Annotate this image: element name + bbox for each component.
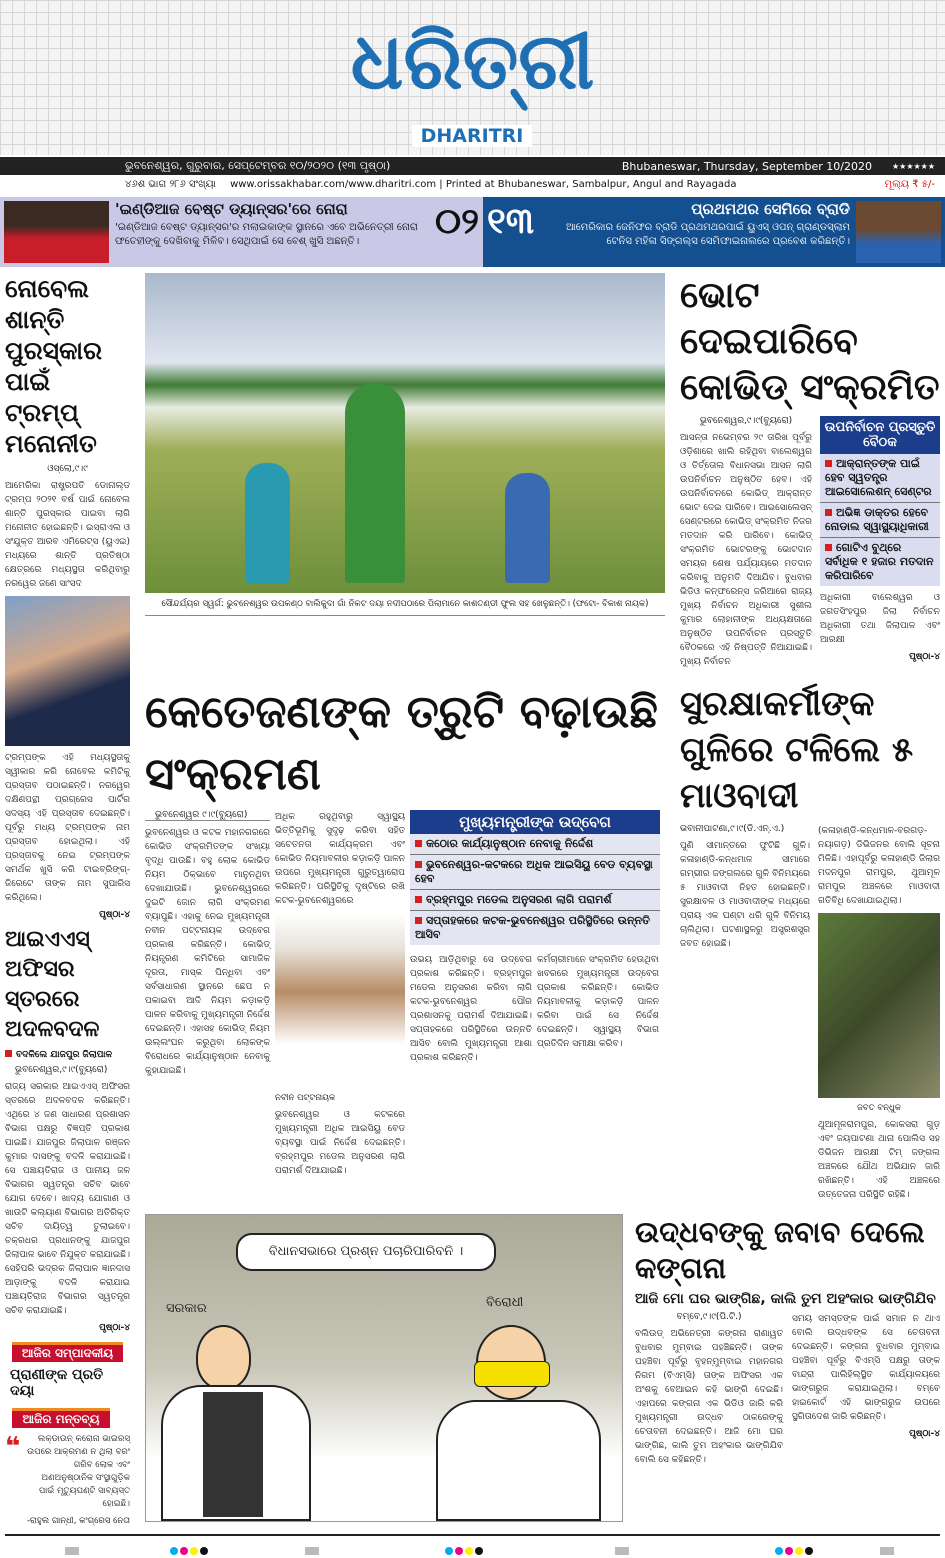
color-mark — [775, 1547, 783, 1555]
vote-box-item — [820, 454, 940, 503]
vote-article — [680, 273, 940, 669]
middle-row — [145, 681, 940, 1202]
dharitri-logo-english: DHARITRI — [412, 125, 532, 147]
cm-concern-box — [410, 810, 660, 945]
nobel-body: ଆମେରିକା ରାଷ୍ଟ୍ରପତି ଡୋନାଲ୍ଡ ଟ୍ରମ୍ପ ୨୦୨୧ ବର୍ଷ ପାଇଁ ନୋବେଲ ଶାନ୍ତି ପୁରସ୍କାର ପାଇବା ଲାଗି ମନୋନୀତ ହୋଇଛନ୍ତି। ଇସ୍ରାଏଲ ଓ ସଂଯୁକ୍ତ ଆରବ ଏମିରେଟ୍ସ (ୟୁଏଇ) ମଧ୍ୟରେ ଶାନ୍ତି ପ୍ରତିଷ୍ଠା କ୍ଷେତ୍ରରେ ମଧ୍ୟସ୍ଥତା କରିଥିବାରୁ ନରୱେର ଜଣେ ସାଂସଦ — [5, 481, 130, 589]
bullet-icon — [415, 917, 422, 924]
registration-mark — [65, 1547, 79, 1555]
cm-box-item-text: ଭୁବନେଶ୍ୱର-କଟକରେ ଅଧିକ ଆଇସିୟୁ ବେଡ ବ୍ୟବସ୍ଥା ହେବ — [415, 858, 653, 885]
maoist-dateline: ଭବାନୀପାଟଣା,୯।୯(ଡି.ଏନ୍.ଏ.) — [680, 824, 785, 834]
cm-box-item — [410, 911, 660, 945]
photo-block — [145, 273, 665, 669]
cm-box-item — [410, 834, 660, 855]
ias-subhead — [5, 1050, 130, 1060]
issue-number: ୪୬ଶ ଭାଗ ୨୮୬ ସଂଖ୍ୟା — [125, 178, 217, 190]
color-mark — [180, 1547, 188, 1555]
teaser-strip — [0, 197, 945, 267]
color-mark — [475, 1547, 483, 1555]
ias-continued[interactable]: ପୃଷ୍ଠା-୪ — [99, 1323, 130, 1333]
registration-mark — [615, 1547, 629, 1555]
lead-body-col1: ଭୁବନେଶ୍ୱର ଓ କଟକ ମହାନଗରରେ କୋଭିଡ ସଂକ୍ରମିତଙ୍କ ସଂଖ୍ୟା ବୃଦ୍ଧି ପାଉଛି। ବହୁ ଲୋକ କୋଭିଡ ନିୟମ ଠିକ୍‌ଭାବେ ମାନୁନଥିବା ଦେଖାଯାଉଛି। ଭୁବନେଶ୍ୱରରେ ଦୁଇଟି ଜୋନ ଲାଗି ସଂକ୍ରମଣ ବ୍ୟାପୁଛି। ଏହାକୁ ନେଇ ମୁଖ୍ୟମନ୍ତ୍ରୀ ନବୀନ ପଟ୍ଟନାୟକ ଉଦ୍‌ବେଗ ପ୍ରକାଶ କରିଛନ୍ତି। କୋଭିଡ୍ ନିୟନ୍ତ୍ରଣ କମିଟିରେ ସାମାଜିକ ଦୂରତା, ମାସ୍କ ପିନ୍ଧିବା ଏବଂ ସର୍ବସାଧାରଣ ସ୍ଥାନରେ ଛେପ ନ ପକାଇବା ଆଦି ନିୟମ କଡ଼ାକଡ଼ି ପାଳନ କରିବାକୁ ମୁଖ୍ୟମନ୍ତ୍ରୀ ନିର୍ଦ୍ଦେଶ ଦେଇଛନ୍ତି। ଏହାସହ କୋଭିଡ୍ ନିୟମ ଉଲ୍ଲଂଘନ କରୁଥିବା ଲୋକଙ୍କ ବିରୋଧରେ କାର୍ଯ୍ୟାନୁଷ୍ଠାନ ନେବାକୁ କୁହାଯାଇଛି। — [145, 828, 270, 1076]
ias-dateline: ଭୁବନେଶ୍ୱର,୯।୯(ବ୍ୟୁରୋ) — [15, 1065, 108, 1075]
kangana-continued[interactable]: ପୃଷ୍ଠା-୪ — [909, 1429, 940, 1440]
masthead — [0, 0, 945, 155]
edition-stars: ★★★★★★ — [891, 161, 935, 171]
maoist-body-col2: (କଳାହାଣ୍ଡି-କନ୍ଧମାଳ-ବରଗଡ଼-ନୟାଗଡ଼) ଡିଭିଜନର ବୋଲି ସୂଚନା ମିଳିଛି। ଏହାପୂର୍ବରୁ କଳାହାଣ୍ଡି ଜିଲାର ମଦନପୁର ରାମପୁର, ଥୁଆମୂଳ ରାମପୁର ଅଞ୍ଚଳରେ ମାଓବାଦୀ ଗତିବିଧି ଦେଖାଯାଇଥିଲା। — [818, 826, 940, 906]
color-mark — [785, 1547, 793, 1555]
vote-box-item — [820, 538, 940, 586]
guns-photo-caption: ଜବତ ବନ୍ଧୁକ — [856, 1103, 902, 1113]
child-figure — [505, 473, 550, 583]
trump-photo — [5, 596, 130, 746]
vote-body: ଆସନ୍ତା ନଭେମ୍ବର ୨୯ ତାରିଖ ପୂର୍ବରୁ ଓଡ଼ିଶାରେ ଖାଲି ରହିଥିବା ବାଲେଶ୍ୱର ଓ ତିର୍ତ୍ତୋଲ ବିଧାନସଭା ଆସନ ଲାଗି ଉପନିର୍ବାଚନ ଅନୁଷ୍ଠିତ ହେବ। ଏହି ଉପନିର୍ବାଚନରେ କୋଭିଡ୍ ଆକ୍ରାନ୍ତ ଭୋଟ ଦେଇ ପାରିବେ। ଆଇସୋଲେସନ୍ ସେଣ୍ଟରରେ କୋଭିଡ୍ ସଂକ୍ରମିତ ନିଜର ମତଦାନ କରି ପାରିବେ। କୋଭିଡ୍ ସଂକ୍ରମିତ ଭୋଟରଙ୍କୁ ଭୋଟଦାନ ସମୟର ଶେଷ ପର୍ଯ୍ୟାୟରେ ମତଦାନ କରିବାକୁ ଅନୁମତି ଦିଆଯିବ। ବୁଧବାର ଭିଡିଓ କନ୍ଫରେନ୍ସ ଜରିଆରେ ରାଜ୍ୟ ମୁଖ୍ୟ ନିର୍ବାଚନ ଅଧିକାରୀ ସୁଶୀଲ କୁମାର ଲୋହାନୀଙ୍କ ଅଧ୍ୟକ୍ଷତାରେ ଅନୁଷ୍ଠିତ ଉପନିର୍ବାଚନ ପ୍ରସ୍ତୁତି ବୈଠକରେ ଏହି ନିଷ୍ପତ୍ତି ନିଆଯାଇଛି। ମୁଖ୍ୟ ନିର୍ବାଚନ — [680, 433, 812, 667]
lead-columns — [145, 810, 665, 1178]
top-row — [145, 273, 940, 669]
color-mark — [455, 1547, 463, 1555]
registration-mark — [305, 1547, 319, 1555]
bullet-icon — [5, 1050, 12, 1057]
maoist-body-col1: ପୁଣି ସୀମାନ୍ତରେ ଫୁଟିଛି ଗୁଳି। କଳାହାଣ୍ଡି-କନ୍ଧମାଳ ସୀମାରେ ଗମ୍ଭୀର ଜଙ୍ଗଲରେ ଗୁଳି ବିନିମୟରେ ୫ ମାଓବାଦୀ ନିହତ ହୋଇଛନ୍ତି। ସୁରକ୍ଷାବଳ ଓ ମାଓବାଦୀଙ୍କ ମଧ୍ୟରେ ପ୍ରାୟ ଏକ ଘଣ୍ଟା ଧରି ଗୁଳି ବିନିମୟ ଚାଲିଥିଲା। ଘଟଣାସ୍ଥଳରୁ ଅସ୍ତ୍ରଶସ୍ତ୍ର ଜବତ ହୋଇଛି। — [680, 841, 810, 949]
color-mark — [795, 1547, 803, 1555]
child-figure — [245, 463, 290, 583]
brady-photo — [856, 201, 941, 263]
editorial-cartoon — [145, 1214, 623, 1522]
lead-body-col3: ଉଭୟ ଆଡ଼ିଥିବାରୁ ସେ ଉଦ୍‌ବେଗ ପ୍ରକାଶ କରିଛନ୍ତି। ବ୍ରହ୍ମପୁର ମଡେଲ ଅନୁସରଣ କରିବା ଲାଗି କଟକ-ଭୁବନେଶ୍ୱର ପୌର ପ୍ରଶାସନକୁ ପରାମର୍ଶ ଦିଆଯାଇଛି। ସପ୍ତାହକରେ ପରିସ୍ଥିତିରେ ଉନ୍ନତି ଆସିବ ବୋଲି ମୁଖ୍ୟମନ୍ତ୍ରୀ ଆଶା ପ୍ରକାଶ କରିଛନ୍ତି। — [410, 955, 532, 1063]
kangana-body-col2: ସମୟ ସମସ୍ତଙ୍କ ପାଇଁ ସମାନ ନ ଥାଏ ବୋଲି ଉଦ୍ଧବଙ୍କ ସେ ଚେତାବନୀ ଦେଇଛନ୍ତି। କଙ୍ଗନା ବୁଧବାର ମୁମ୍ବାଇ ପହଞ୍ଚିବା ପୂର୍ବରୁ ବିଏମ୍‌ସି ପକ୍ଷରୁ ତାଙ୍କ ବାନ୍ଦ୍ରା ପାଲିହିଲ୍‌ସ୍ଥିତ କାର୍ଯ୍ୟାଳୟରେ ଭାଙ୍ଗରୁଜ କରାଯାଇଥିଲା। ବମ୍ବେ ହାଇକୋର୍ଟ ଏହି ଭାଙ୍ଗରୁଜ ଉପରେ ସ୍ଥଗିତାଦେଶ ଜାରି କରିଛନ୍ତି। — [792, 1314, 940, 1423]
bullet-icon — [825, 509, 832, 516]
website-line: www.orissakhabar.com/www.dharitri.com | Printed at Bhubaneswar, Sambalpur, Angul and Rayagada — [230, 178, 737, 190]
cm-box-title: ମୁଖ୍ୟମନ୍ତ୍ରୀଙ୍କ ଉଦ୍‌ବେଗ — [410, 810, 660, 834]
quote-block — [5, 1433, 130, 1511]
opposition-figure-head — [476, 1325, 546, 1400]
maoist-headline[interactable]: ସୁରକ୍ଷାକର୍ମୀଙ୍କ ଗୁଳିରେ ଟଳିଲେ ୫ ମାଓବାଦୀ — [680, 684, 914, 816]
lead-dateline: ଭୁବନେଶ୍ୱର ୯।୯(ବ୍ୟୁରୋ) — [145, 810, 270, 821]
cm-box-item-text: କଠୋର କାର୍ଯ୍ୟାନୁଷ୍ଠାନ ନେବାକୁ ନିର୍ଦ୍ଦେଶ — [426, 837, 594, 850]
nobel-dateline: ଓସ୍ଲୋ,୯।୯ — [47, 464, 88, 474]
teaser-text: ଆମେରିକାର ଜେନିଫର ବ୍ରାଡି ପ୍ରଥମଥରପାଇଁ ୟୁଏସ୍ ଓପନ୍ ଗ୍ରାଣ୍ଡସ୍ଲାମ ଟେନିସ ମହିଳା ସିଙ୍ଗଲ୍ସ ସେମିଫାଇନାଲରେ ପ୍ରବେଶ କରିଛନ୍ତି। — [566, 222, 850, 248]
teaser-brady[interactable] — [483, 197, 945, 267]
price: ମୂଲ୍ୟ ₹ ୫/- — [884, 178, 935, 190]
ias-subhead-text: ବଦଳିଲେ ଯାଜପୁର ଜିଲାପାଳ — [16, 1050, 113, 1060]
teaser-nora[interactable] — [0, 197, 483, 267]
yellow-gag — [474, 1361, 550, 1387]
teaser-title: ପ୍ରଥମଥର ସେମିରେ ବ୍ରାଡି — [691, 200, 850, 218]
bullet-icon — [825, 460, 832, 467]
kash-flower-photo — [145, 273, 665, 593]
vote-box-title: ଉପନିର୍ବାଚନ ପ୍ରସ୍ତୁତି ବୈଠକ — [820, 416, 940, 454]
color-mark — [200, 1547, 208, 1555]
ias-headline[interactable]: ଆଇଏଏସ୍ ଅଫିସର ସ୍ତରରେ ଅଦଳବଦଳ — [5, 927, 100, 1042]
teaser-page: ୧୩ — [487, 201, 535, 242]
teaser-page: ୦୨ — [435, 201, 479, 242]
nobel-headline[interactable]: ନୋବେଲ ଶାନ୍ତି ପୁରସ୍କାର ପାଇଁ ଟ୍ରମ୍ପ୍ ମନୋନୀତ — [5, 274, 103, 458]
quote-author: -ରାହୁଲ ଗାନ୍ଧୀ, କଂଗ୍ରେସ ନେତା — [26, 1516, 130, 1527]
dharitri-logo: ଧରିତ୍ରୀ — [350, 17, 595, 107]
government-figure-head — [196, 1325, 251, 1390]
left-column — [5, 273, 130, 1526]
kangana-subheadline: ଆଜି ମୋ ଘର ଭାଙ୍ଗିଛ, କାଲି ତୁମ ଅହଂକାର ଭାଙ୍ଗିଯିବ — [635, 1291, 936, 1307]
quote-label: ଆଜିର ମନ୍ତବ୍ୟ — [12, 1408, 110, 1428]
cartoon-label-opposition: ବିରୋଧୀ — [486, 1295, 524, 1310]
bullet-icon — [415, 861, 422, 868]
quote-text: ଲକ୍ଡାଉନ୍ କରୋନା ଭାଇରସ୍ ଉପରେ ଆକ୍ରମଣ ନ ଥିଲା ବରଂ ଗରିବ ଲୋକ ଏବଂ ଅଣଅନୁଷ୍ଠାନିକ ସଂସ୍ଥାଗୁଡ଼ିକ ପାଇଁ ମୃତ୍ୟୁଘଣ୍ଟି ସାବ୍ୟସ୍ତ ହୋଇଛି। — [27, 1434, 130, 1510]
seized-guns-photo — [818, 913, 940, 1098]
lead-headline[interactable]: କେତେଜଣଙ୍କ ତ୍ରୁଟି ବଢ଼ାଉଛି ସଂକ୍ରମଣ — [145, 685, 658, 800]
cm-box-item — [410, 890, 660, 911]
speech-bubble: ବିଧାନସଭାରେ ପ୍ରଶ୍ନ ପଚାରିପାରିବନି । — [236, 1233, 496, 1271]
vote-continued[interactable]: ପୃଷ୍ଠା-୪ — [909, 652, 940, 662]
nobel-body-cont: ଟ୍ରମ୍ପଙ୍କ ଏହି ମଧ୍ୟସ୍ଥତାକୁ ସ୍ୱୀକାର କରି ନୋବେଲ କମିଟିକୁ ପ୍ରସ୍ତାବ ପଠାଇଛନ୍ତି। ନରୱେର ଦକ୍ଷିଣପନ୍ଥୀ ପ୍ରଗ୍ରେସ ପାର୍ଟିର ସଦସ୍ୟ ଏହି ପ୍ରସ୍ତାବ ଦେଇଛନ୍ତି। ପୂର୍ବରୁ ମଧ୍ୟ ଟ୍ରମ୍ପଙ୍କ ନାମ ପ୍ରସ୍ତାବ ହୋଇଥିଲା। ଏହି ପ୍ରସ୍ତାବକୁ ନେଇ ଟ୍ରମ୍ପଙ୍କ ସମର୍ଥକ ଖୁସି କରି ଟାଇବ୍ରିଙ୍ଗ୍-ଜିରେଟେ ତାଙ୍କ ନାମ ସୁପାରିସ କରିଥିଲେ। — [5, 753, 130, 903]
vote-box-item-text: ଅଭିଜ୍ଞ ଡାକ୍ତର ହେବେ ନୋଡାଲ ସ୍ୱାସ୍ଥ୍ୟାଧିକାରୀ — [825, 506, 929, 533]
vote-box-item-text: ଗୋଟିଏ ବୁଥ୍‌ରେ ସର୍ବାଧିକ ୧ ହଜାର ମତଦାନ କରିପାରିବେ — [825, 541, 934, 582]
kangana-dateline: ବମ୍ବେ,୯।୯(ପି.ଟି.) — [676, 1312, 742, 1323]
naveen-photo-caption: ନବୀନ ପଟ୍ଟନାୟକ — [275, 1093, 336, 1103]
registration-mark — [880, 1547, 894, 1555]
lead-body-col4: କର୍ମଚାରୀମାନେ ସଂକ୍ରମିତ ହେଉଥିବା ଖବରରେ ମୁଖ୍ୟମନ୍ତ୍ରୀ ଉଦ୍‌ବେଗ ପ୍ରକାଶ କରିଛନ୍ତି। କୋଭିଡ ନିୟମାବଳୀକୁ କଡ଼ାକଡ଼ି ପାଳନ କରିବା ପାଇଁ ସେ ନିର୍ଦ୍ଦେଶ ଦେଇଛନ୍ତି। ସ୍ୱାସ୍ଥ୍ୟ ବିଭାଗ ପ୍ରତିଦିନ ସମୀକ୍ଷା କରିବ। — [537, 955, 659, 1049]
bullet-icon — [825, 544, 832, 551]
date-bar — [0, 157, 945, 175]
vote-sidebar-box — [820, 416, 940, 586]
color-mark — [805, 1547, 813, 1555]
child-figure — [345, 383, 405, 583]
cm-box-item-text: ବ୍ରହ୍ମପୁର ମଡେଲ ଅନୁସରଣ ଲାଗି ପରାମର୍ଶ — [426, 893, 612, 906]
vest — [203, 1392, 263, 1517]
maoist-article — [680, 681, 940, 1202]
date-english: Bhubaneswar, Thursday, September 10/2020 — [621, 159, 872, 173]
editorial-label: ଆଜିର ସମ୍ପାଦକୀୟ — [12, 1342, 123, 1362]
color-mark — [465, 1547, 473, 1555]
color-mark — [170, 1547, 178, 1555]
right-area — [145, 273, 940, 1526]
ias-body: ରାଜ୍ୟ ସରକାର ଆଇଏଏସ୍ ଅଫିସର ସ୍ତରରେ ଅଦଳବଦଳ କରିଛନ୍ତି। ଏଥିରେ ୪ ଜଣ ସାଧାରଣ ପ୍ରଶାସନ ବିଭାଗ ପକ୍ଷରୁ ବିଜ୍ଞପ୍ତି ପ୍ରକାଶ ପାଇଛି। ଯାଜପୁର ଜିଲାପାଳ ରଞ୍ଜନ କୁମାର ଦାସଙ୍କୁ ବଦଳି କରାଯାଇଛି। ସେ ପଞ୍ଚାୟତିରାଜ ଓ ପାନୀୟ ଜଳ ବିଭାଗର ସ୍ୱତନ୍ତ୍ର ସଚିବ ଭାବେ ଯୋଗ ଦେବେ। ଖାଦ୍ୟ ଯୋଗାଣ ଓ ଖାଉଟି କଲ୍ୟାଣ ବିଭାଗର ଅତିରିକ୍ତ ସଚିବ ଦାୟିତ୍ୱ ତୁଲାଇବେ। ଚକ୍ରଧର ପ୍ରଧାନଙ୍କୁ ଯାଜପୁର ଜିଲାପାଳ ଭାବେ ନିଯୁକ୍ତ କରାଯାଇଛି। ସେହିପରି ଭଦ୍ରକ ଜିଲାପାଳ ଜ୍ଞାନଦାସ ଆଡ଼ାଙ୍କୁ ବଦଳି କରାଯାଇ ପଞ୍ଚାୟତିରାଜ ବିଭାଗର ସ୍ୱତନ୍ତ୍ର ସଚିବ କରାଯାଇଛି। — [5, 1082, 130, 1316]
naveen-photo — [275, 913, 405, 1088]
opposition-figure-body — [436, 1400, 601, 1521]
photo-caption: ସୌନ୍ଦର୍ଯ୍ୟର ସ୍ୱର୍ଗ: ଭୁବନେଶ୍ୱର ଉପକଣ୍ଠ ବାଲିକୁଦା ଗାଁ ନିକଟ ଦୟା ନଦୀପଠାରେ ପିଲାମାନେ କାଶତଣ୍ଡୀ ଫୁଲ ସହ ଖେଳୁଛନ୍ତି। (ଫଟୋ- ବିକାଶ ନାୟକ) — [161, 599, 649, 609]
registration-marks — [0, 1544, 945, 1558]
main-content — [0, 267, 945, 1526]
color-mark — [190, 1547, 198, 1555]
vote-box-item — [820, 503, 940, 538]
bullet-icon — [415, 896, 422, 903]
lead-article — [145, 681, 665, 1202]
maoist-body-col2b: ଥୁଆମୂଳରାମପୁର, କୋକସରା ଗୁଡ଼ ଏବଂ ଜୟପାଟଣା ଥାନା ପୋଲିସ ସହ ଡିଭିଜନ ଆରକ୍ଷୀ ଟିମ୍ ଜଙ୍ଗଲ ଅଞ୍ଚଳରେ ଯୌଥ ଅଭିଯାନ ଜାରି ରଖିଛନ୍ତି। ଏହି ଅଞ୍ଚଳରେ ଉତ୍ତେଜନା ପରିସ୍ଥିତି ରହିଛି। — [818, 1120, 940, 1200]
vote-box-item-text: ଆକ୍ରାନ୍ତଙ୍କ ପାଇଁ ହେବ ସ୍ୱତନ୍ତ୍ର ଆଇସୋଲେଶନ୍ ସେଣ୍ଟର — [825, 457, 932, 498]
vote-headline[interactable]: ଭୋଟ ଦେଇପାରିବେ କୋଭିଡ୍ ସଂକ୍ରମିତ — [680, 275, 940, 408]
government-figure-body — [161, 1385, 311, 1521]
bottom-rule — [5, 1534, 940, 1536]
divider — [145, 615, 665, 616]
kangana-body-col1: ବଲିଉଡ୍ ଅଭିନେତ୍ରୀ କଙ୍ଗନା ରାଣାୱତ ବୁଧବାର ମୁମ୍ବାଇ ପହଞ୍ଚିଛନ୍ତି। ତାଙ୍କ ପହଞ୍ଚିବା ପୂର୍ବରୁ ବୃହନ୍ମୁମ୍ବାଇ ମହାନଗର ନିଗମ (ବିଏମ୍‌ସି) ତାଙ୍କ ଅଫିସର ଏକ ଅଂଶକୁ ବେଆଇନ କହି ଭାଙ୍ଗି ଦେଇଛି। ଏହାପରେ କଙ୍ଗନା ଏକ ଭିଡିଓ ଜାରି କରି ମୁଖ୍ୟମନ୍ତ୍ରୀ ଉଦ୍ଧବ ଠାକରେଙ୍କୁ ଚେତାବନୀ ଦେଇଛନ୍ତି। ଆଜି ମୋ ଘର ଭାଙ୍ଗିଛ, କାଲି ତୁମ ଅହଂକାର ଭାଙ୍ଗିଯିବ ବୋଲି ସେ କହିଛନ୍ତି। — [635, 1329, 783, 1466]
nora-photo — [4, 201, 109, 263]
kangana-article — [635, 1214, 940, 1522]
kangana-headline[interactable]: ଉଦ୍ଧବଙ୍କୁ ଜବାବ ଦେଲେ କଙ୍ଗନା — [635, 1215, 925, 1285]
editorial-title[interactable]: ପ୍ରାଣୀଙ୍କ ପ୍ରତି ଦୟା — [10, 1367, 104, 1400]
lead-body-col2: ଅଧିକ ରହୁଥିବାରୁ ସ୍ୱାସ୍ଥ୍ୟ ଭିତ୍ତିଭୂମିକୁ ସୁଦୃଢ଼ କରିବା ସହିତ ସଚେତନତା କାର୍ଯ୍ୟକ୍ରମ ଏବଂ କୋଭିଡ ନିୟମାବଳୀର କଡ଼ାକଡ଼ି ପାଳନ ଉପରେ ମୁଖ୍ୟମନ୍ତ୍ରୀ ଗୁରୁତ୍ୱାରୋପ କରିଛନ୍ତି। ପରିସ୍ଥିତିକୁ ଦୃଷ୍ଟିରେ ରଖି କଟକ-ଭୁବନେଶ୍ୱରରେ — [275, 812, 405, 906]
quote-mark-icon: ❝ — [5, 1432, 21, 1463]
teaser-text: 'ଇଣ୍ଡିଆଜ ବେଷ୍ଟ ଡ୍ୟାନ୍ସର'ର ମଲାଇକାଙ୍କ ସ୍ଥାନରେ ଏବେ ଅଭିନେତ୍ରୀ ନୋରା ଫତେହୀଙ୍କୁ ଦେଖିବାକୁ ମିଳିବ। ସେଥିପାଇଁ ସେ ବେଶ୍ ଖୁସି ଅଛନ୍ତି। — [115, 222, 418, 248]
color-mark — [445, 1547, 453, 1555]
bottom-row — [145, 1214, 940, 1522]
nobel-continued[interactable]: ପୃଷ୍ଠା-୪ — [99, 910, 130, 920]
cm-box-item — [410, 855, 660, 890]
info-bar — [0, 175, 945, 193]
vote-columns — [680, 416, 940, 669]
teaser-title: 'ଇଣ୍ଡିଆଜ ବେଷ୍ଟ ଡ୍ୟାନ୍ସର'ରେ ନୋରା — [115, 200, 348, 218]
vote-body-tail: ଅଧିକାରୀ ବାଲେଶ୍ୱର ଓ ଜଗତସିଂହପୁର ଜିଲା ନିର୍ବାଚନ ଅଧିକାରୀ ତଥା ଜିଲାପାଳ ଏବଂ ଆରକ୍ଷୀ — [820, 593, 940, 645]
bullet-icon — [415, 840, 422, 847]
lead-body-col2b: ଭୁବନେଶ୍ୱର ଓ କଟକରେ ମୁଖ୍ୟମନ୍ତ୍ରୀ ଅଧିକ ଆଇସିୟୁ ବେଡ ବ୍ୟବସ୍ଥା ପାଇଁ ନିର୍ଦ୍ଦେଶ ଦେଇଛନ୍ତି। ବ୍ରହ୍ମପୁର ମଡେଲ ଅନୁସରଣ ଲାଗି ପରାମର୍ଶ ଦିଆଯାଇଛି। — [275, 1110, 405, 1176]
vote-dateline: ଭୁବନେଶ୍ୱର,୯।୯(ବ୍ୟୁରୋ) — [699, 416, 793, 426]
cm-box-item-text: ସପ୍ତାହକରେ କଟକ-ଭୁବନେଶ୍ୱର ପରିସ୍ଥିତିରେ ଉନ୍ନତି ଆସିବ — [415, 914, 650, 941]
cartoon-label-government: ସରକାର — [166, 1301, 207, 1316]
date-odia: ଭୁବନେଶ୍ୱର, ଗୁରୁବାର, ସେପ୍ଟେମ୍ବର ୧୦/୨୦୨୦ (୧୩ ପୃଷ୍ଠା) — [125, 159, 391, 172]
